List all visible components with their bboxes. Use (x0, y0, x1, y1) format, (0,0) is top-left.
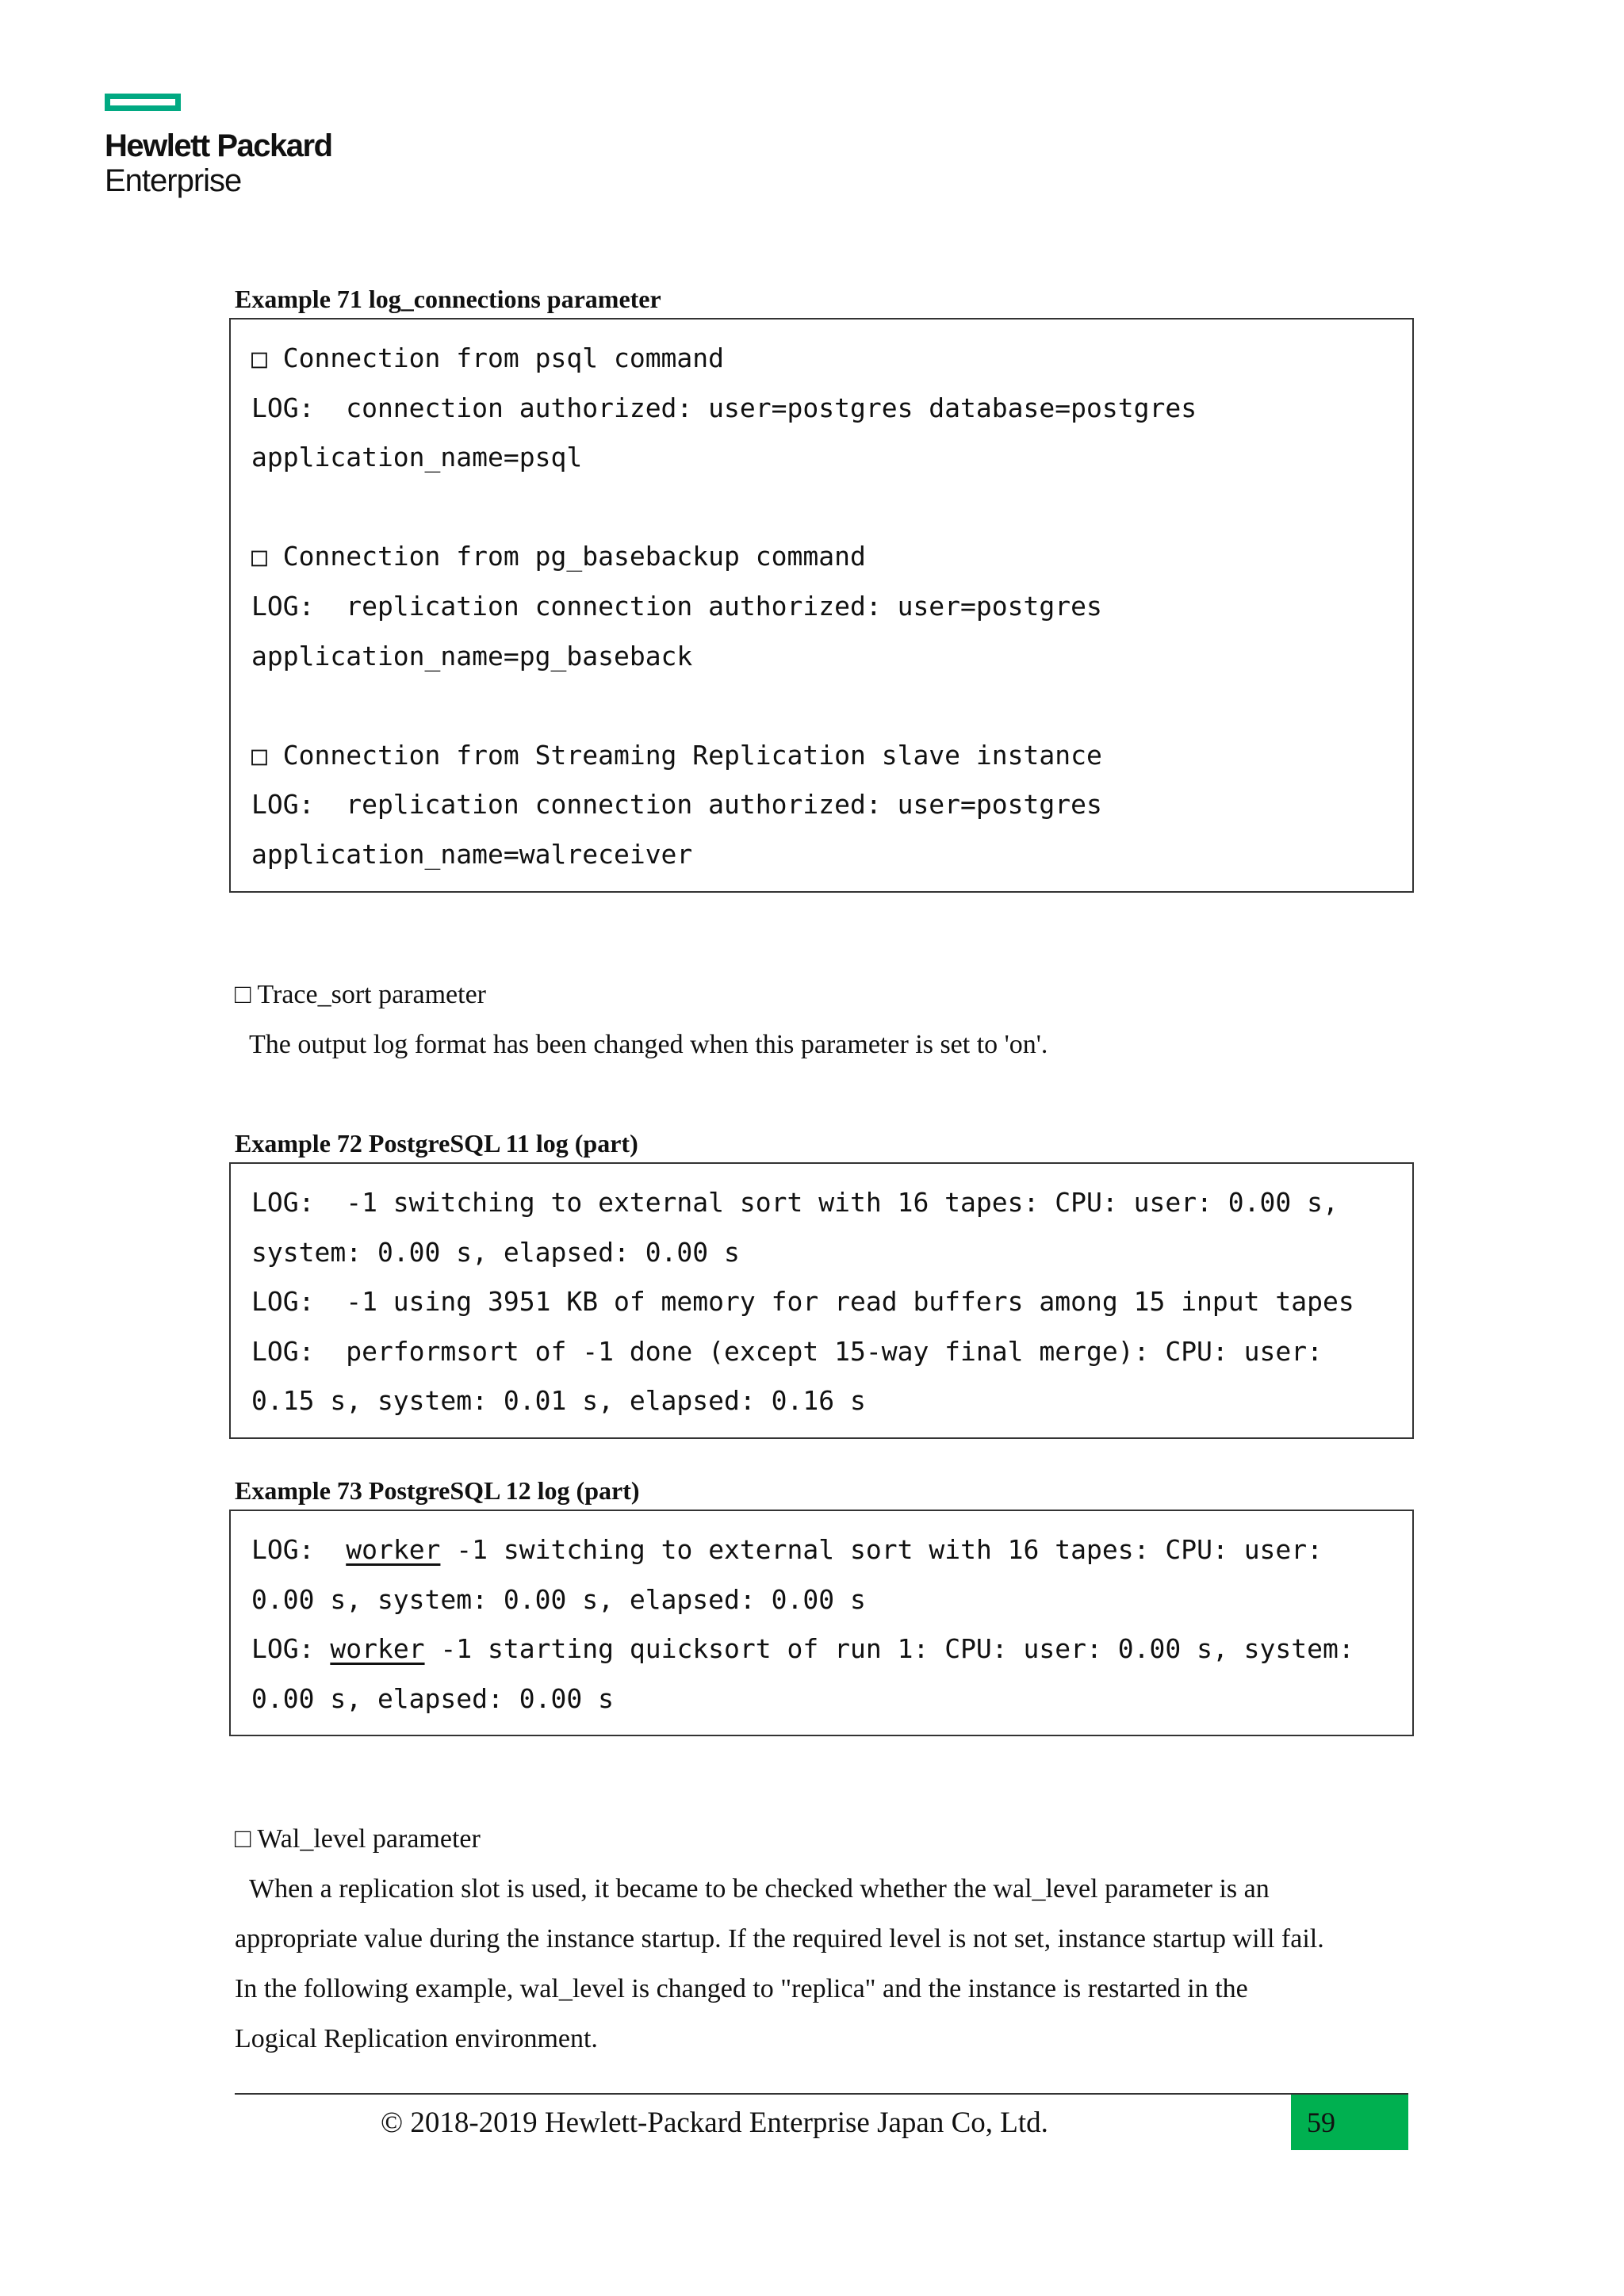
trace-sort-body: The output log format has been changed when this parameter is set to 'on'. (249, 1030, 1048, 1059)
code-line (251, 1525, 1392, 1575)
wal-level-line: Logical Replication environment. (235, 2024, 598, 2053)
code-line: 0.15 s, system: 0.01 s, elapsed: 0.16 s (251, 1385, 866, 1417)
hpe-logo (105, 94, 332, 198)
code-line (251, 1624, 1392, 1674)
code-blank-line (251, 483, 1392, 533)
code-line: LOG: -1 using 3951 KB of memory for read buffers among 15 input tapes (251, 1286, 1354, 1318)
log-text: -1 switching to external sort with 16 tapes: CPU: user: (440, 1534, 1323, 1565)
code-line: application_name=psql (251, 442, 583, 473)
code-line: 0.00 s, system: 0.00 s, elapsed: 0.00 s (251, 1583, 866, 1615)
worker-keyword: worker (330, 1633, 425, 1665)
hpe-logo-bar-icon (105, 94, 181, 111)
wal-level-line: In the following example, wal_level is changed to "replica" and the instance is restarted in the (235, 1974, 1248, 2003)
example73-code-box (229, 1510, 1414, 1736)
code-line: LOG: replication connection authorized: user=postgres (251, 789, 1102, 821)
trace-sort-section (235, 970, 1048, 1070)
code-line: □ Connection from psql command (251, 342, 725, 373)
code-line: LOG: -1 switching to external sort with 16 tapes: CPU: user: 0.00 s, (251, 1187, 1339, 1218)
code-line: □ Connection from pg_basebackup command (251, 541, 866, 572)
wal-level-line: When a replication slot is used, it became to be checked whether the wal_level parameter is an (249, 1874, 1270, 1904)
example73-caption: Example 73 PostgreSQL 12 log (part) (235, 1476, 640, 1505)
trace-sort-heading: □ Trace_sort parameter (235, 980, 486, 1009)
wal-level-heading: □ Wal_level parameter (235, 1824, 481, 1854)
worker-keyword: worker (346, 1534, 441, 1565)
log-prefix: LOG: (251, 1633, 331, 1665)
logo-text-line1: Hewlett Packard (105, 128, 332, 163)
code-blank-line (251, 681, 1392, 731)
code-line: □ Connection from Streaming Replication slave instance (251, 739, 1102, 771)
page-number: 59 (1291, 2095, 1408, 2150)
example71-code-box (229, 318, 1414, 893)
example71-caption: Example 71 log_connections parameter (235, 285, 661, 313)
wal-level-section (235, 1814, 1324, 2064)
code-line: LOG: connection authorized: user=postgres database=postgres (251, 392, 1197, 423)
log-prefix: LOG: (251, 1534, 347, 1565)
code-line: 0.00 s, elapsed: 0.00 s (251, 1682, 614, 1714)
footer-divider (235, 2093, 1408, 2095)
wal-level-line: appropriate value during the instance startup. If the required level is not set, instance startup will fail. (235, 1924, 1324, 1954)
code-line: LOG: performsort of -1 done (except 15-way final merge): CPU: user: (251, 1335, 1323, 1367)
code-line: system: 0.00 s, elapsed: 0.00 s (251, 1236, 740, 1268)
code-line: application_name=walreceiver (251, 838, 693, 870)
code-line: LOG: replication connection authorized: user=postgres (251, 590, 1102, 622)
example72-caption: Example 72 PostgreSQL 11 log (part) (235, 1129, 638, 1158)
code-line: application_name=pg_baseback (251, 640, 693, 672)
example72-code-box (229, 1162, 1414, 1439)
logo-text-line2: Enterprise (105, 163, 242, 198)
log-text: -1 starting quicksort of run 1: CPU: user: 0.00 s, system: (424, 1633, 1354, 1665)
footer-copyright: © 2018-2019 Hewlett-Packard Enterprise Japan Co, Ltd. (381, 2107, 1048, 2139)
